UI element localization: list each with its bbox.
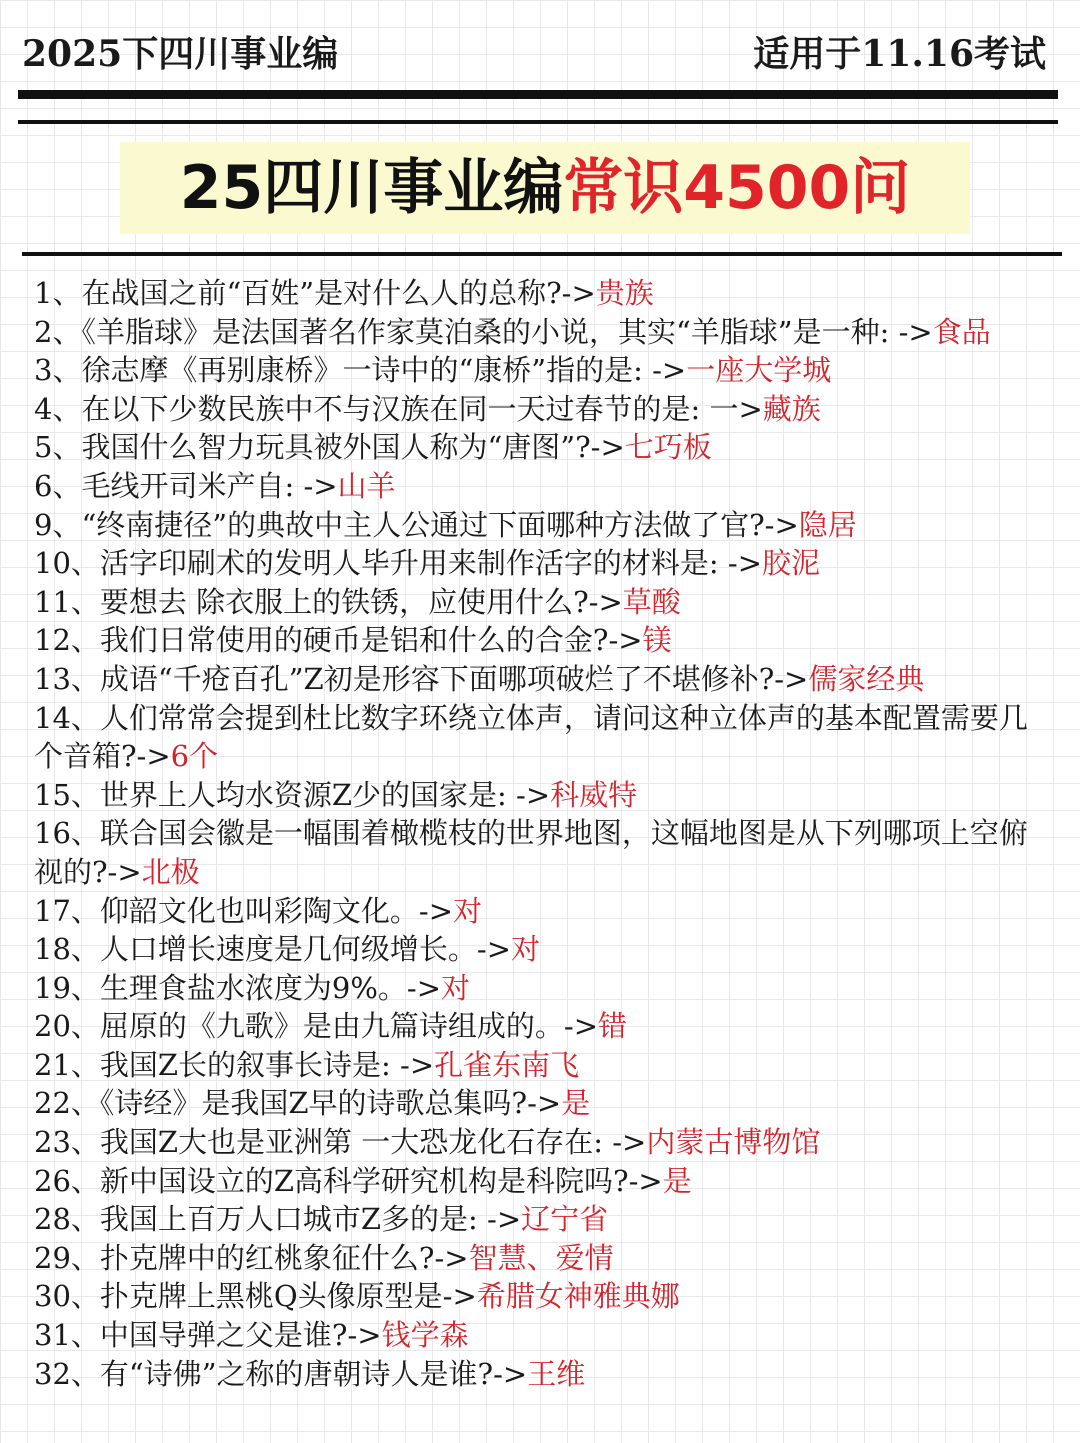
list-item [34, 313, 1044, 352]
question-text: 4、在以下少数民族中不与汉族在同一天过春节的是: 一> [34, 391, 763, 426]
list-item [34, 1162, 1044, 1201]
list-item [34, 1277, 1044, 1316]
answer-text: 藏族 [762, 391, 821, 426]
header [0, 0, 1080, 90]
page-title [120, 142, 970, 234]
answer-text: 是 [561, 1086, 591, 1121]
list-item [34, 776, 1044, 815]
list-item [34, 1046, 1044, 1085]
answer-text: 科威特 [550, 777, 638, 812]
answer-text: 北极 [141, 854, 200, 889]
answer-text: 食品 [932, 314, 991, 349]
question-text: 31、中国导弹之父是谁?-> [34, 1318, 382, 1353]
title-main: 25四川事业编 [179, 153, 564, 223]
header-right-text: 适用于11.16考试 [753, 33, 1046, 75]
list-item [34, 1084, 1044, 1123]
answer-text: 儒家经典 [808, 661, 925, 696]
list-item [34, 428, 1044, 467]
list-item [34, 1007, 1044, 1046]
answer-text: 山羊 [337, 468, 396, 503]
answer-text: 对 [511, 932, 541, 967]
question-text: 18、人口增长速度是几何级增长。-> [34, 932, 511, 967]
question-text: 30、扑克牌上黑桃Q头像原型是-> [34, 1279, 477, 1314]
qa-list [34, 274, 1044, 1393]
answer-text: 内蒙古博物馆 [646, 1125, 821, 1160]
question-text: 20、屈原的《九歌》是由九篇诗组成的。-> [34, 1009, 598, 1044]
question-text: 13、成语“千疮百孔”Z初是形容下面哪项破烂了不堪修补?-> [34, 661, 809, 696]
answer-text: 草酸 [622, 584, 681, 619]
answer-text: 一座大学城 [686, 353, 832, 388]
question-text: 16、联合国会徽是一幅围着橄榄枝的世界地图，这幅地图是从下列哪项上空俯视的?-> [34, 816, 1028, 889]
question-text: 11、要想去 除衣服上的铁锈，应使用什么?-> [34, 584, 623, 619]
list-item [34, 1316, 1044, 1355]
title-banner [120, 142, 970, 234]
question-text: 23、我国Z大也是亚洲第 一大恐龙化石存在: -> [34, 1125, 647, 1160]
list-item [34, 930, 1044, 969]
list-item [34, 351, 1044, 390]
list-item [34, 1239, 1044, 1278]
answer-text: 贵族 [595, 276, 654, 310]
question-text: 26、新中国设立的Z高科学研究机构是科院吗?-> [34, 1163, 663, 1198]
question-text: 2、《羊脂球》是法国著名作家莫泊桑的小说，其实“羊脂球”是一种: -> [34, 314, 933, 349]
answer-text: 隐居 [798, 507, 857, 542]
answer-text: 6个 [170, 739, 219, 774]
list-item [34, 814, 1044, 891]
answer-text: 对 [441, 970, 471, 1005]
question-text: 17、仰韶文化也叫彩陶文化。-> [34, 893, 453, 928]
list-item [34, 544, 1044, 583]
list-item [34, 506, 1044, 545]
list-item [34, 1355, 1044, 1394]
question-text: 22、《诗经》是我国Z早的诗歌总集吗?-> [34, 1086, 562, 1121]
answer-text: 智慧、爱情 [468, 1240, 614, 1275]
list-item [34, 467, 1044, 506]
header-divider-thick [18, 90, 1058, 99]
question-text: 10、活字印刷术的发明人毕升用来制作活字的材料是: -> [34, 546, 762, 581]
question-text: 14、人们常常会提到杜比数字环绕立体声，请问这种立体声的基本配置需要几个音箱?-> [34, 700, 1028, 774]
answer-text: 镁 [642, 623, 672, 658]
list-item [34, 660, 1044, 699]
answer-text: 钱学森 [381, 1318, 469, 1353]
answer-text: 辽宁省 [521, 1202, 609, 1237]
answer-text: 七巧板 [624, 430, 712, 465]
answer-text: 对 [453, 893, 483, 928]
question-text: 1、在战国之前“百姓”是对什么人的总称?-> [34, 276, 596, 310]
list-item [34, 390, 1044, 429]
question-text: 12、我们日常使用的硬币是铝和什么的合金?-> [34, 623, 643, 658]
list-item [34, 969, 1044, 1008]
question-text: 6、毛线开司米产自: -> [34, 468, 338, 503]
question-text: 21、我国Z长的叙事长诗是: -> [34, 1047, 435, 1082]
header-left-text: 2025下四川事业编 [22, 33, 339, 75]
answer-text: 是 [662, 1163, 692, 1198]
list-item [34, 274, 1044, 313]
question-text: 3、徐志摩《再别康桥》一诗中的“康桥”指的是: -> [34, 353, 687, 388]
question-text: 15、世界上人均水资源Z少的国家是: -> [34, 777, 551, 812]
list-item [34, 699, 1044, 776]
list-item [34, 621, 1044, 660]
question-text: 5、我国什么智力玩具被外国人称为“唐图”?-> [34, 430, 625, 465]
question-text: 9、“终南捷径”的典故中主人公通过下面哪种方法做了官?-> [34, 507, 799, 542]
question-text: 32、有“诗佛”之称的唐朝诗人是谁?-> [34, 1356, 528, 1391]
question-text: 28、我国上百万人口城市Z多的是: -> [34, 1202, 522, 1237]
list-item [34, 892, 1044, 931]
title-divider [22, 252, 1062, 256]
list-item [34, 1200, 1044, 1239]
answer-text: 胶泥 [762, 546, 821, 581]
answer-text: 王维 [527, 1356, 586, 1391]
list-item [34, 583, 1044, 622]
question-text: 29、扑克牌中的红桃象征什么?-> [34, 1240, 469, 1275]
question-text: 19、生理食盐水浓度为9%。-> [34, 970, 442, 1005]
answer-text: 希腊女神雅典娜 [476, 1279, 680, 1314]
header-divider-thin [18, 120, 1058, 124]
list-item [34, 1123, 1044, 1162]
answer-text: 孔雀东南飞 [434, 1047, 580, 1082]
title-highlight: 常识4500问 [563, 153, 911, 223]
answer-text: 错 [598, 1009, 628, 1044]
